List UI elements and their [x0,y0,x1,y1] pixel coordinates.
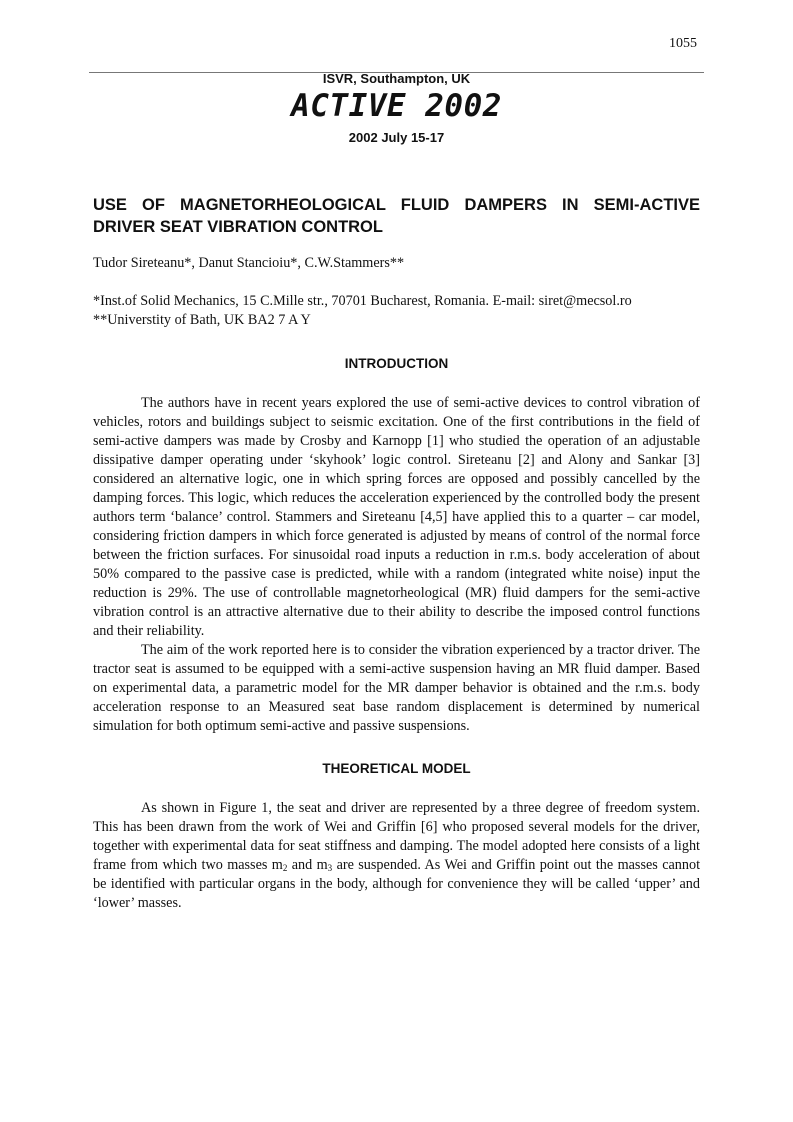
theoretical-model-heading: THEORETICAL MODEL [322,761,471,776]
page-number: 1055 [669,36,697,51]
affiliation-2: **Universtity of Bath, UK BA2 7 A Y [93,312,311,328]
affiliations [93,292,700,330]
paper-authors: Tudor Sireteanu*, Danut Stancioiu*, C.W.Stammers** [93,255,405,271]
introduction-paragraph-2: The aim of the work reported here is to consider the vibration experienced by a tractor driver. The tractor seat is assumed to be equipped with a semi-active suspension having an MR fluid damper. Based on experimental data, a parametric model for the MR damper behavior is obtained and the r.m.s. body acceleration response to an Measured seat base random displacement is determined by numerical simulation for both optimum semi-active and passive suspensions. [93,642,700,734]
theory-text-part-3: are suspended. As Wei and Griffin point out the masses cannot be identified with particular organs in the body, although for convenience they will be called ‘upper’ and ‘lower’ masses. [93,857,701,911]
introduction-paragraph-1: The authors have in recent years explored the use of semi-active devices to control vibration of vehicles, rotors and buildings subject to seismic excitation. One of the first contributions in the field of semi-active dampers was made by Crosby and Karnopp [1] who studied the operation of an adjustable dissipative damper operating under ‘skyhook’ logic control. Sireteanu [2] and Alony and Sankar [3] considered an alternative logic, one in which spring forces are opposed and possibly cancelled by the damping forces. This logic, which reduces the acceleration experienced by the controlled body the present authors term ‘balance’ control. Stammers and Sireteanu [4,5] have applied this to a quarter – car model, considering friction dampers in which force generated is adjusted by means of control of the normal force between the friction surfaces. For sinusoidal road inputs a reduction in r.m.s. body acceleration of about 50% compared to the passive case is predicted, while with a random (integrated white noise) input the reduction is 29%. The use of controllable magnetorheological (MR) fluid dampers for the semi-active vibration control is an attractive alternative due to their ability to describe the imposed control functions and their reliability. [93,395,700,639]
theory-text-part-2: and m [287,857,328,873]
conference-dates: 2002 July 15-17 [348,130,445,145]
conference-location: ISVR, Southampton, UK [322,71,471,86]
theoretical-model-section [93,799,700,913]
introduction-section [93,394,700,736]
paper-body [93,194,700,913]
conference-title: ACTIVE 2002 [291,88,502,124]
affiliation-1: *Inst.of Solid Mechanics, 15 C.Mille str., 70701 Bucharest, Romania. E-mail: siret@mecsol.ro [93,293,632,309]
introduction-heading: INTRODUCTION [344,356,449,371]
theory-text-part-1: As shown in Figure 1, the seat and driver are represented by a three degree of freedom system. This has been drawn from the work of Wei and Griffin [6] who proposed several models for the driver, together with experimental data for seat stiffness and damping. The model adopted here consists of a light frame from which two masses m [93,800,700,873]
theoretical-model-paragraph [93,799,700,913]
mass-2-subscript: 2 [282,863,288,873]
mass-3-subscript: 3 [327,863,333,873]
paper-title: USE OF MAGNETORHEOLOGICAL FLUID DAMPERS IN SEMI-ACTIVE DRIVER SEAT VIBRATION CONTROL [93,196,700,236]
